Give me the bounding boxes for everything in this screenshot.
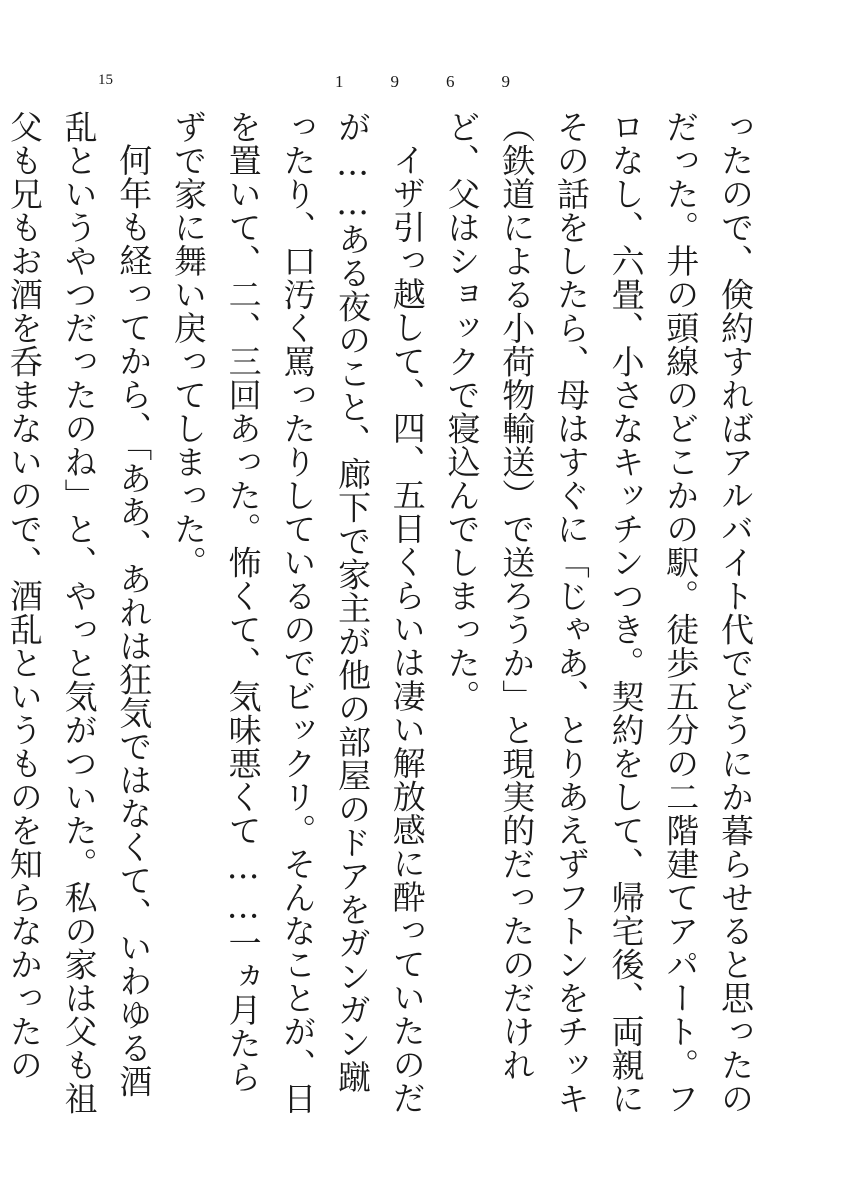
paragraph-1: ったので、倹約すればアルバイト代でどうにか暮らせると思ったのだった。井の頭線のどこかの駅。徒歩五分の二階建てアパート。フロなし、六畳、小さなキッチンつき。契約をして、帰宅後、両親にその話をしたら、母はすぐに「じゃあ、とりあえずフトンをチッキ（鉄道による小荷物輸送）で送ろうか」と現実的だったのだけれど、父はショックで寝込んでしまった。: [442, 110, 755, 1115]
vertical-text-body: [4, 110, 762, 1120]
year-digit: 9: [390, 72, 399, 91]
page-number: 15: [98, 72, 113, 88]
year-digit: 6: [446, 72, 455, 91]
year-digit: 1: [335, 72, 344, 91]
paragraph-2: イザ引っ越して、四、五日くらいは凄い解放感に酔っていたのだが……ある夜のこと、廊下で家主が他の部屋のドアをガンガン蹴ったり、口汚く罵ったりしているのでビックリ。そんなことが、日を置いて、二、三回あった。怖くて、気味悪くて……一ヵ月たらずで家に舞い戻ってしまった。: [168, 110, 427, 1115]
paragraph-3: 何年も経ってから、「ああ、あれは狂気ではなくて、いわゆる酒乱というやつだったのね」と、やっと気がついた。私の家は父も祖父も兄もお酒を呑まないので、酒乱というものを知らなかったの: [4, 110, 154, 1115]
running-header-year: [335, 72, 510, 92]
year-digit: 9: [501, 72, 510, 91]
